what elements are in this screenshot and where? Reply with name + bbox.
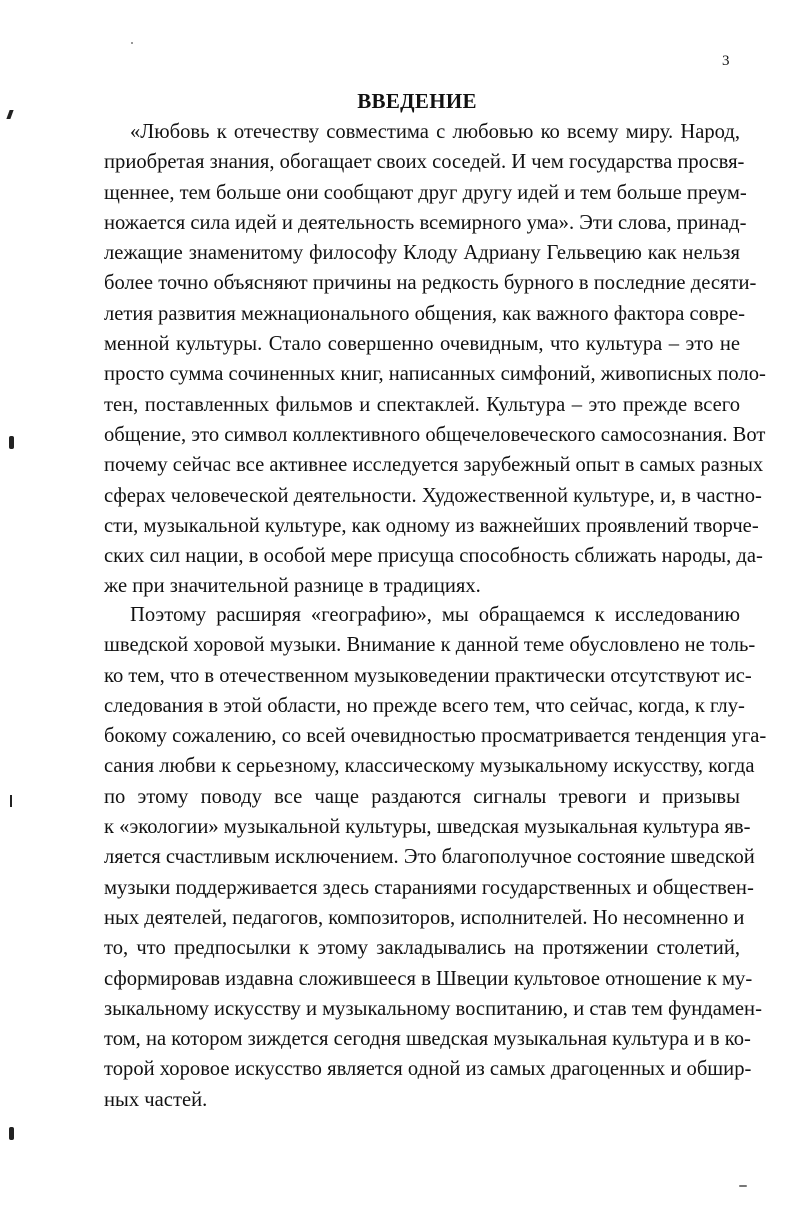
text-line: том, на котором зиждется сегодня шведская музыкальная культура и в ко-: [104, 1028, 751, 1051]
text-line: зыкальному искусству и музыкальному воспитанию, и став тем фундамен-: [104, 997, 762, 1020]
text-line: тен, поставленных фильмов и спектаклей. Культура – это прежде всего: [104, 393, 740, 416]
text-line: Поэтому расширяя «географию», мы обращаемся к исследованию: [130, 604, 740, 626]
text-line: сферах человеческой деятельности. Художественной культуре, и, в частно-: [104, 484, 762, 507]
text-line: менной культуры. Стало совершенно очевидным, что культура – это не: [104, 333, 740, 356]
text-line: к «экологии» музыкальной культуры, шведская музыкальная культура яв-: [104, 816, 751, 839]
text-line: по этому поводу все чаще раздаются сигналы тревоги и призывы: [104, 785, 740, 808]
text-line: шведской хоровой музыки. Внимание к данной теме обусловлено не толь-: [104, 634, 756, 657]
text-line: «Любовь к отечеству совместима с любовью ко всему миру. Народ,: [130, 121, 740, 143]
text-line: ножается сила идей и деятельность всемирного ума». Эти слова, принад-: [104, 211, 747, 234]
text-line: ских сил нации, в особой мере присуща способность сближать народы, да-: [104, 545, 763, 568]
text-line: сти, музыкальной культуре, как одному из важнейших проявлений творче-: [104, 514, 759, 537]
text-line: общение, это символ коллективного общечеловеческого самосознания. Вот: [104, 423, 766, 446]
text-line: бокому сожалению, со всей очевидностью просматривается тенденция уга-: [104, 725, 767, 748]
text-line: ных частей.: [104, 1088, 208, 1111]
text-line: летия развития межнационального общения, как важного фактора совре-: [104, 302, 745, 325]
text-line: лежащие знаменитому философу Клоду Адриану Гельвецию как нельзя: [104, 242, 740, 265]
scan-binding-mark: [9, 1127, 14, 1140]
text-line: то, что предпосылки к этому закладывались на протяжении столетий,: [104, 937, 740, 960]
text-line: приобретая знания, обогащает своих соседей. И чем государства просвя-: [104, 151, 745, 174]
page-title: ВВЕДЕНИЕ: [357, 89, 477, 113]
text-line: почему сейчас все активнее исследуется зарубежный опыт в самых разных: [104, 454, 764, 477]
text-line: сания любви к серьезному, классическому музыкальному искусству, когда: [104, 755, 755, 778]
text-line: щеннее, тем больше они сообщают друг другу идей и тем больше преум-: [104, 181, 747, 204]
scan-speck: [131, 42, 133, 44]
text-line: ных деятелей, педагогов, композиторов, исполнителей. Но несомненно и: [104, 906, 745, 929]
text-line: сформировав издавна сложившееся в Швеции культовое отношение к му-: [104, 967, 753, 990]
text-line: более точно объясняют причины на редкость бурного в последние десяти-: [104, 272, 757, 295]
text-line: торой хоровое искусство является одной из самых драгоценных и обшир-: [104, 1058, 752, 1081]
paragraph-1: [104, 117, 766, 602]
scan-binding-mark: [9, 436, 14, 449]
text-line: просто сумма сочиненных книг, написанных симфоний, живописных поло-: [104, 363, 766, 386]
text-line: следования в этой области, но прежде всего тем, что сейчас, когда, к глу-: [104, 694, 745, 717]
page-number: 3: [722, 53, 730, 69]
scan-speck: [739, 1185, 747, 1187]
text-line: ко тем, что в отечественном музыковедении практически отсутствуют ис-: [104, 664, 752, 687]
paragraph-2: [104, 600, 767, 1115]
text-line: же при значительной разнице в традициях.: [104, 575, 481, 598]
text-line: ляется счастливым исключением. Это благополучное состояние шведской: [104, 846, 755, 869]
text-line: музыки поддерживается здесь стараниями государственных и обществен-: [104, 876, 754, 899]
scan-binding-mark: [10, 795, 12, 807]
